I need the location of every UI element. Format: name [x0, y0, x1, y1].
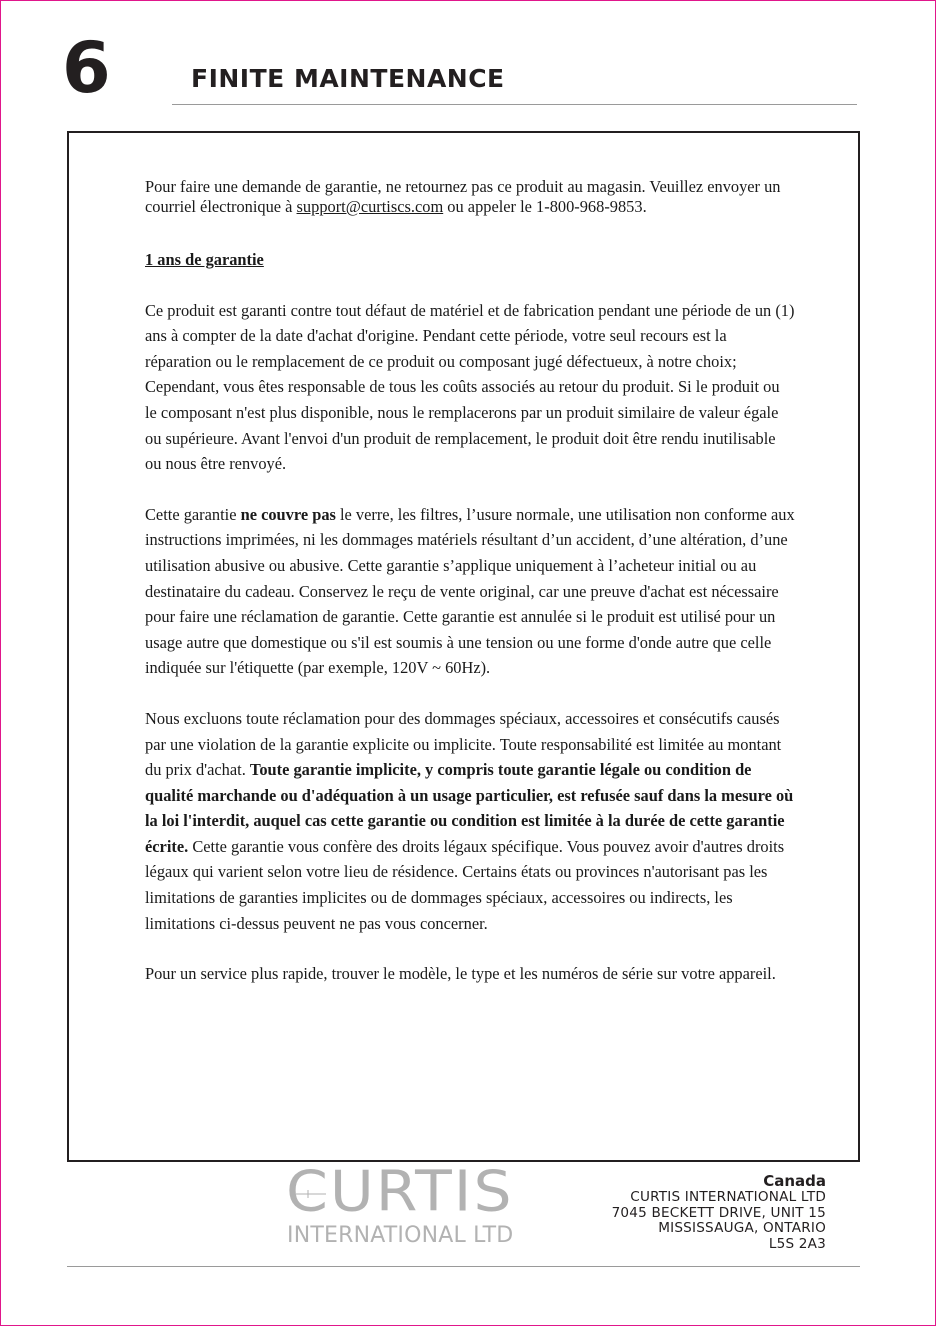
- address-line-street: 7045 BECKETT DRIVE, UNIT 15: [611, 1204, 826, 1221]
- warranty-claim-instructions: [145, 177, 795, 217]
- header-divider: [172, 104, 857, 105]
- company-address: [612, 1172, 826, 1252]
- page-title: FINITE MAINTENANCE: [191, 64, 505, 93]
- warranty-heading: 1 ans de garantie: [145, 250, 264, 269]
- warranty-exclusions-paragraph: [145, 502, 795, 681]
- page-number: 6: [62, 27, 111, 109]
- footer-divider: [67, 1266, 860, 1267]
- warranty-content: [145, 177, 795, 1012]
- warranty-coverage-paragraph: Ce produit est garanti contre tout défaut de matériel et de fabrication pendant une période de un (1) ans à compter de la date d'achat d'origine. Pendant cette période, votre seul recours est la réparation ou le remplacement de ce produit ou composant jugé défectueux, à notre choix; Cependant, vous êtes responsable de tous les coûts associés au retour du produit. Si le produit ou le composant n'est plus disponible, nous le remplacerons par un produit similaire de valeur égale ou supérieure. Avant l'envoi d'un produit de remplacement, le produit doit être rendu inutilisable ou nous être renvoyé.: [145, 300, 795, 474]
- logo-mark-icon: [296, 1190, 326, 1198]
- liability-emphasis: Toute garantie implicite, y compris toute garantie légale ou condition de qualité marchande ou d'adéquation à un usage particulier, est refusée sauf dans la mesure où la loi l'interdit, auquel cas cette garantie ou condition est limitée à la durée de cette garantie écrite.: [145, 760, 794, 856]
- curtis-logo: [286, 1159, 578, 1252]
- intro-text-before: Pour faire une demande de garantie, ne retournez pas ce produit au magasin. Veuillez envoyer un courriel électronique à: [145, 177, 781, 216]
- address-country: Canada: [763, 1172, 826, 1190]
- exclusions-text-after: le verre, les filtres, l’usure normale, une utilisation non conforme aux instructions imprimées, ni les dommages matériels résultant d’un accident, d’une altération, d’une utilisation abusive ou abusive. Cette garantie s’applique uniquement à l’acheteur initial ou au destinataire du cadeau. Conservez le reçu de vente original, car une preuve d'achat est nécessaire pour faire une réclamation de garantie. Cette garantie est annulée si le produit est utilisé pour un usage autre que domestique ou s'il est soumis à une tension ou une forme d'onde autre que celle indiquée sur l'étiquette (par exemple, 120V ~ 60Hz).: [145, 504, 795, 678]
- intro-text-after: ou appeler le 1-800-968-9853.: [443, 197, 647, 216]
- exclusions-emphasis: ne couvre pas: [240, 504, 336, 524]
- warranty-liability-paragraph: [145, 706, 795, 936]
- warranty-box: [67, 131, 860, 1162]
- logo-wordmark: CURTIS: [286, 1159, 514, 1225]
- address-line-city: MISSISSAUGA, ONTARIO: [658, 1220, 826, 1236]
- address-line-company: CURTIS INTERNATIONAL LTD: [630, 1189, 826, 1205]
- address-line-postal: L5S 2A3: [768, 1235, 826, 1252]
- warranty-service-paragraph: Pour un service plus rapide, trouver le modèle, le type et les numéros de série sur votre appareil.: [145, 964, 776, 984]
- exclusions-text-before: Cette garantie: [145, 504, 241, 524]
- liability-text-before: Nous excluons toute réclamation pour des dommages spéciaux, accessoires et consécutifs causés par une violation de la garantie explicite ou implicite. Toute responsabilité est limitée au montant du prix d'achat.: [145, 708, 782, 780]
- liability-text-after: Cette garantie vous confère des droits légaux spécifique. Vous pouvez avoir d'autres droits légaux qui varient selon votre lieu de résidence. Certains états ou provinces n'autorisant pas les limitations de garanties implicites ou de dommages spéciaux, accessoires ou indirects, les limitations ci-dessus peuvent ne pas vous concerner.: [145, 836, 785, 933]
- logo-subtitle: INTERNATIONAL LTD: [287, 1223, 514, 1248]
- support-email-link[interactable]: support@curtiscs.com: [296, 197, 444, 216]
